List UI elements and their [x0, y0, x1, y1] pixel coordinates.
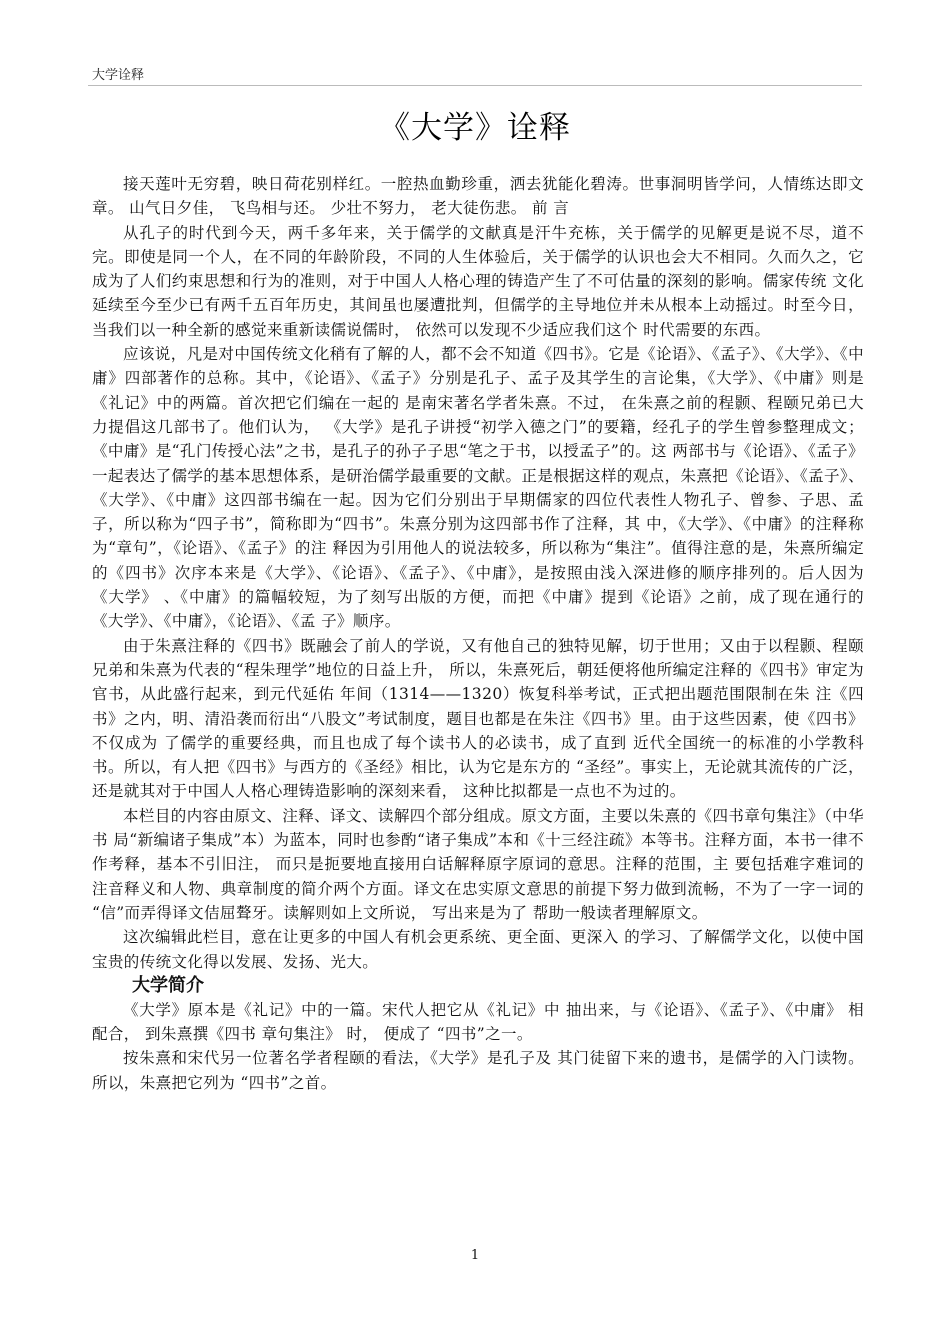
- preface-paragraph-2: 从孔子的时代到今天，两千多年来，关于儒学的文献真是汗牛充栋，关于儒学的见解更是说不尽，道不完。即使是同一个人，在不同的年龄阶段，不同的人生体验后，关于儒学的认识也会大不相同。久而久之，它成为了人们约束思想和行为的准则，对于中国人人格心理的铸造产生了不可估量的深刻的影响。儒家传统 文化延续至今至少已有两千五百年历史，其间虽也屡遭批判，但儒学的主导地位并未从根本上动摇过。时至今日，当我们以一种全新的感觉来重新读儒说儒时， 依然可以发现不少适应我们这个 时代需要的东西。: [92, 223, 864, 339]
- running-header: 大学诠释: [92, 68, 145, 83]
- header-divider: [88, 85, 862, 86]
- preface-paragraph-5: 本栏目的内容由原文、注释、译文、读解四个部分组成。原文方面，主要以朱熹的《四书章句集注》（中华书 局“新编诸子集成”本）为蓝本，同时也参酌“诸子集成”本和《十三经注疏》本等书。注释方面，本书一律不作考释，基本不引旧注， 而只是扼要地直接用白话解释原字原词的意思。注释的范围，主 要包括难字难词的注音释义和人物、典章制度的简介两个方面。译文在忠实原文意思的前提下努力做到流畅，不为了一字一词的 “信”而弄得译文佶屈聱牙。读解则如上文所说， 写出来是为了 帮助一般读者理解原文。: [92, 806, 864, 922]
- section-paragraph-2: 按朱熹和宋代另一位著名学者程颐的看法，《大学》是孔子及 其门徒留下来的遗书，是儒学的入门读物。所以，朱熹把它列为 “四书”之首。: [92, 1049, 864, 1092]
- document-body: [92, 172, 864, 1095]
- page-number: 1: [470, 1248, 480, 1263]
- document-title: 《大学》诠释: [379, 110, 571, 146]
- section-heading: 大学简介: [132, 974, 204, 996]
- preface-paragraph-4: 由于朱熹注释的《四书》既融会了前人的学说，又有他自己的独特见解，切于世用；又由于以程颢、程颐兄弟和朱熹为代表的“程朱理学”地位的日益上升， 所以，朱熹死后，朝廷便将他所编定注释的《四书》审定为官书，从此盛行起来，到元代延佑 年间（1314——1320）恢复科举考试，正式把出题范围限制在朱 注《四书》之内，明、清沿袭而衍出“八股文”考试制度，题目也都是在朱注《四书》里。由于这些因素，使《四书》不仅成为 了儒学的重要经典，而且也成了每个读书人的必读书，成了直到 近代全国统一的标准的小学教科书。所以，有人把《四书》与西方的《圣经》相比，认为它是东方的 “圣经”。事实上，无论就其流传的广泛，还是就其对于中国人人格心理铸造影响的深刻来看， 这种比拟都是一点也不为过的。: [92, 636, 864, 801]
- section-paragraph-1: 《大学》原本是《礼记》中的一篇。宋代人把它从《礼记》中 抽出来，与《论语》、《孟子》、《中庸》 相配合， 到朱熹撰《四书 章句集注》 时， 便成了 “四书”之一。: [92, 1000, 864, 1044]
- preface-paragraph-6: 这次编辑此栏目，意在让更多的中国人有机会更系统、更全面、更深入 的学习、了解儒学文化，以使中国宝贵的传统文化得以发展、发扬、光大。: [92, 928, 864, 971]
- preface-paragraph-1: 接天莲叶无穷碧，映日荷花别样红。一腔热血勤珍重，洒去犹能化碧涛。世事洞明皆学问，人情练达即文章。 山气日夕佳， 飞鸟相与还。 少壮不努力， 老大徒伤悲。 前 言: [92, 175, 864, 218]
- preface-paragraph-3: 应该说，凡是对中国传统文化稍有了解的人，都不会不知道《四书》。它是《论语》、《孟子》、《大学》、《中庸》四部著作的总称。其中，《论语》、《孟子》分别是孔子、孟子及其学生的言论集，《大学》、《中庸》则是《礼记》中的两篇。首次把它们编在一起的 是南宋著名学者朱熹。不过， 在朱熹之前的程颢、程颐兄弟已大力提倡这几部书了。他们认为， 《大学》是孔子讲授“初学入德之门”的要籍，经孔子的学生曾参整理成文；《中庸》是“孔门传授心法”之书，是孔子的孙子子思“笔之于书，以授孟子”的。这 两部书与《论语》、《孟子》一起表达了儒学的基本思想体系，是研治儒学最重要的文献。正是根据这样的观点，朱熹把《论语》、《孟子》、《大学》、《中庸》这四部书编在一起。因为它们分别出于早期儒家的四位代表性人物孔子、曾参、子思、孟子，所以称为“四子书”，简称即为“四书”。朱熹分别为这四部书作了注释，其 中，《大学》、《中庸》的注释称为“章句”，《论语》、《孟子》的注 释因为引用他人的说法较多，所以称为“集注”。值得注意的是，朱熹所编定的《四书》次序本来是《大学》、《论语》、《孟子》、《中庸》，是按照由浅入深进修的顺序排列的。后人因为《大学》 、《中庸》的篇幅较短，为了刻写出版的方便，而把《中庸》提到《论语》之前，成了现在通行的《大学》、《中庸》，《论语》、《孟 子》顺序。: [92, 345, 864, 631]
